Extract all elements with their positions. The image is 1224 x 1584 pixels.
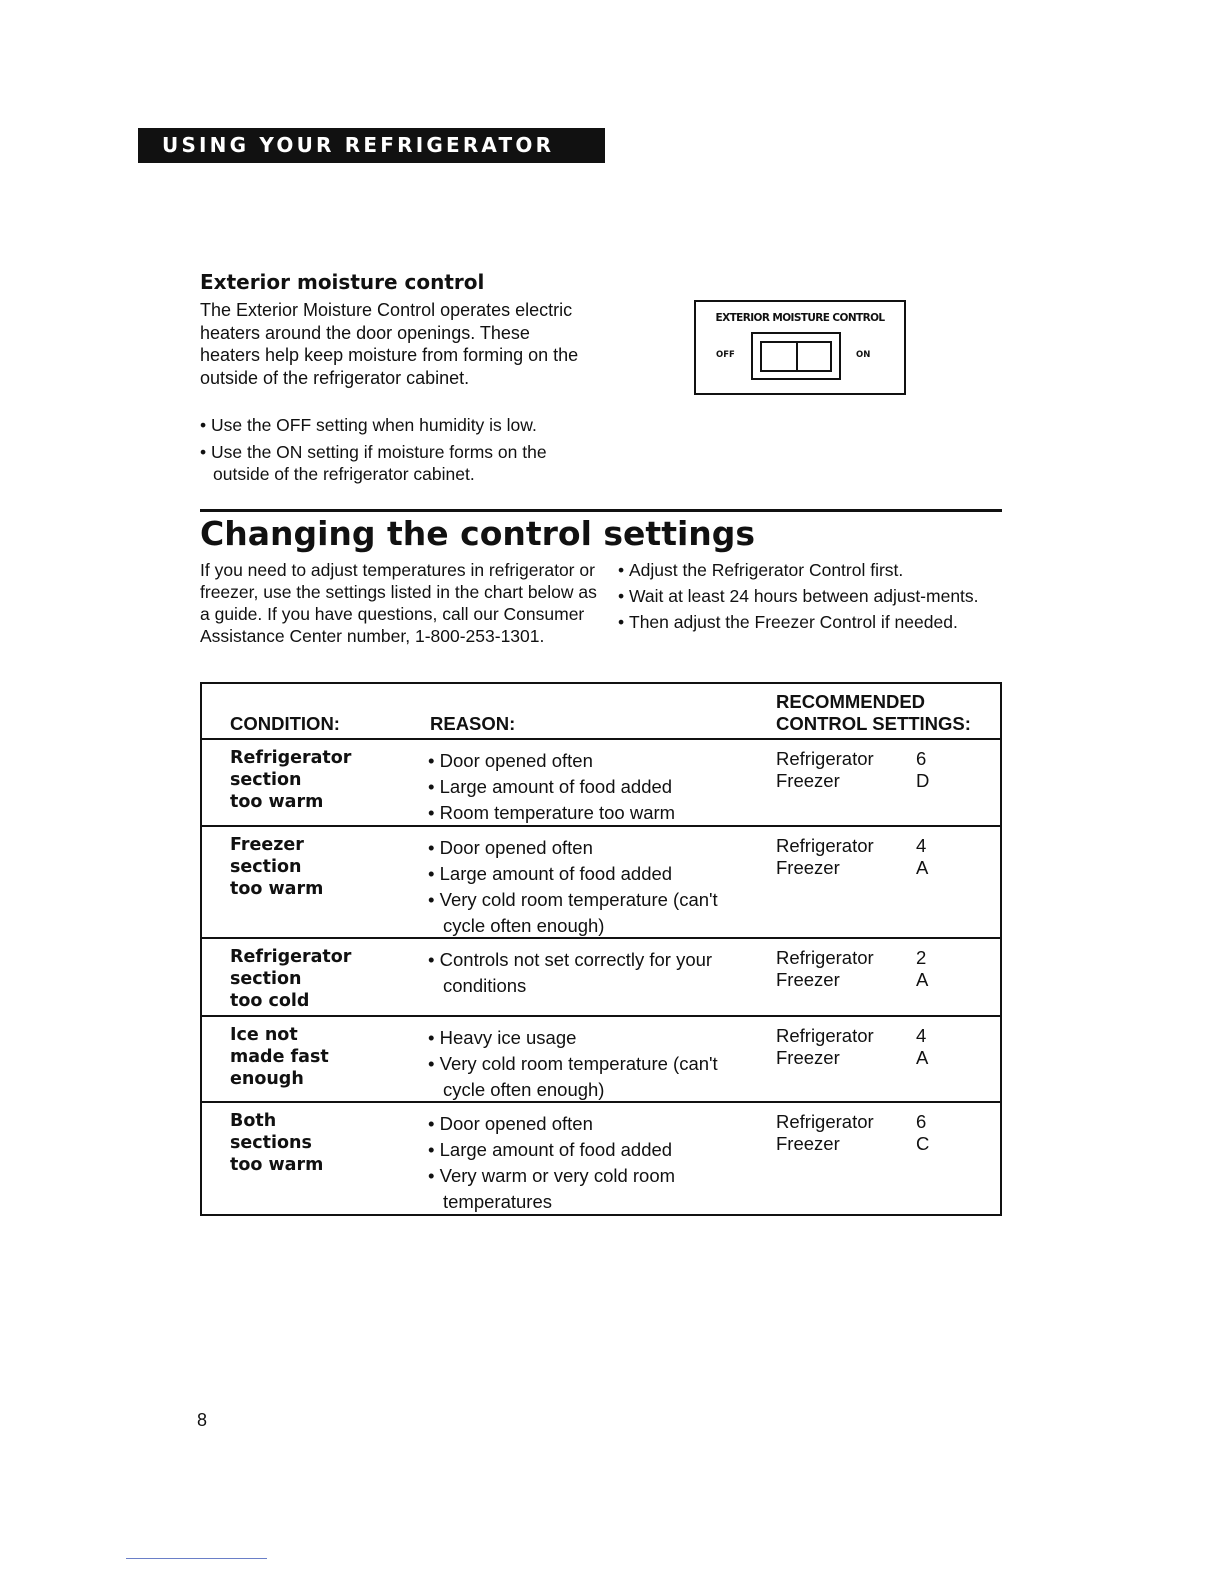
condition-line: section [230,857,302,877]
control-value: D [916,770,930,791]
control-value: 4 [916,1025,927,1046]
reason-list [428,1111,758,1215]
reason-item: • Door opened often [428,1111,758,1137]
reason-list [428,1025,758,1103]
condition-cell [230,1110,410,1176]
reason-item: • Large amount of food added [428,774,758,800]
moisture-bullet-list [200,414,590,490]
setting-line [776,1111,976,1133]
control-value: C [916,1133,930,1154]
reason-list [428,947,758,999]
condition-cell [230,834,410,900]
rocker-switch-icon [751,332,841,380]
list-item: • Then adjust the Freezer Control if needed. [618,611,1018,633]
setting-line [776,1047,976,1069]
panel-label: EXTERIOR MOISTURE CONTROL [715,312,885,324]
condition-cell [230,1024,410,1090]
moisture-heading: Exterior moisture control [200,270,485,294]
moisture-body: The Exterior Moisture Control operates electric heaters around the door openings. These heaters help keep moisture from forming on the outside of the refrigerator cabinet. [200,300,579,388]
setting-line [776,835,976,857]
reason-item: • Very cold room temperature (can't cycle often enough) [428,1051,758,1103]
control-value: 6 [916,1111,927,1132]
reason-list [428,748,758,826]
settings-cell [776,947,976,991]
condition-cell [230,747,410,813]
switch-rocker [760,341,832,372]
condition-line: too warm [230,792,324,812]
on-label: ON [856,350,871,360]
condition-line: Refrigerator [230,748,352,768]
control-name: Freezer [776,969,840,990]
settings-cell [776,1111,976,1155]
control-name: Refrigerator [776,835,874,856]
page-title: Changing the control settings [200,514,756,553]
control-value: 4 [916,835,927,856]
control-name: Freezer [776,1047,840,1068]
control-name: Freezer [776,1133,840,1154]
condition-line: section [230,770,302,790]
chart-header [202,684,1000,740]
setting-line [776,857,976,879]
section-divider [200,509,1002,512]
table-row [202,827,1000,939]
header-line: CONTROL SETTINGS: [776,713,971,734]
table-row [202,1103,1000,1214]
condition-line: Both [230,1111,277,1131]
switch-divider [796,343,798,370]
moisture-control-panel [694,300,906,395]
setting-line [776,770,976,792]
reason-item: • Door opened often [428,748,758,774]
control-value: A [916,969,929,990]
setting-line [776,1025,976,1047]
control-name: Refrigerator [776,748,874,769]
table-row [202,1017,1000,1103]
control-value: 2 [916,947,927,968]
control-name: Refrigerator [776,1025,874,1046]
condition-line: Ice not [230,1025,298,1045]
condition-line: too cold [230,991,310,1011]
setting-line [776,969,976,991]
reason-item: • Very warm or very cold room temperatures [428,1163,758,1215]
setting-line [776,1133,976,1155]
reason-item: • Large amount of food added [428,861,758,887]
list-item: • Adjust the Refrigerator Control first. [618,559,1018,581]
condition-line: Freezer [230,835,304,855]
list-item: • Use the ON setting if moisture forms on the outside of the refrigerator cabinet. [200,441,590,486]
reason-item: • Door opened often [428,835,758,861]
condition-line: enough [230,1069,304,1089]
settings-cell [776,1025,976,1069]
condition-line: too warm [230,1155,324,1175]
control-value: A [916,1047,929,1068]
list-item: • Use the OFF setting when humidity is low. [200,414,590,437]
column-header-settings [776,691,971,735]
section-banner: USING YOUR REFRIGERATOR [138,128,605,163]
setting-line [776,947,976,969]
table-row [202,740,1000,827]
control-value: A [916,857,929,878]
footer-rule [126,1558,267,1559]
condition-line: sections [230,1133,312,1153]
reason-item: • Heavy ice usage [428,1025,758,1051]
settings-cell [776,835,976,879]
control-name: Freezer [776,857,840,878]
column-header-reason: REASON: [430,713,516,734]
reason-list [428,835,758,939]
reason-item: • Room temperature too warm [428,800,758,826]
condition-line: section [230,969,302,989]
condition-line: too warm [230,879,324,899]
control-name: Refrigerator [776,947,874,968]
settings-cell [776,748,976,792]
control-name: Freezer [776,770,840,791]
header-line: RECOMMENDED [776,691,926,712]
condition-line: made fast [230,1047,329,1067]
page-number: 8 [197,1410,208,1430]
reason-item: • Controls not set correctly for your conditions [428,947,758,999]
list-item: • Wait at least 24 hours between adjust-ments. [618,585,1018,607]
intro-paragraph: If you need to adjust temperatures in refrigerator or freezer, use the settings listed in the chart below as a guide. If you have questions, call our Consumer Assistance Center number, 1-800-253-1301. [200,560,597,646]
condition-cell [230,946,410,1012]
reason-item: • Large amount of food added [428,1137,758,1163]
control-name: Refrigerator [776,1111,874,1132]
reason-item: • Very cold room temperature (can't cycle often enough) [428,887,758,939]
table-row [202,939,1000,1017]
control-value: 6 [916,748,927,769]
off-label: OFF [716,350,735,360]
column-header-condition: CONDITION: [230,713,340,734]
condition-line: Refrigerator [230,947,352,967]
adjustment-steps [618,559,1018,637]
setting-line [776,748,976,770]
settings-chart [200,682,1002,1216]
